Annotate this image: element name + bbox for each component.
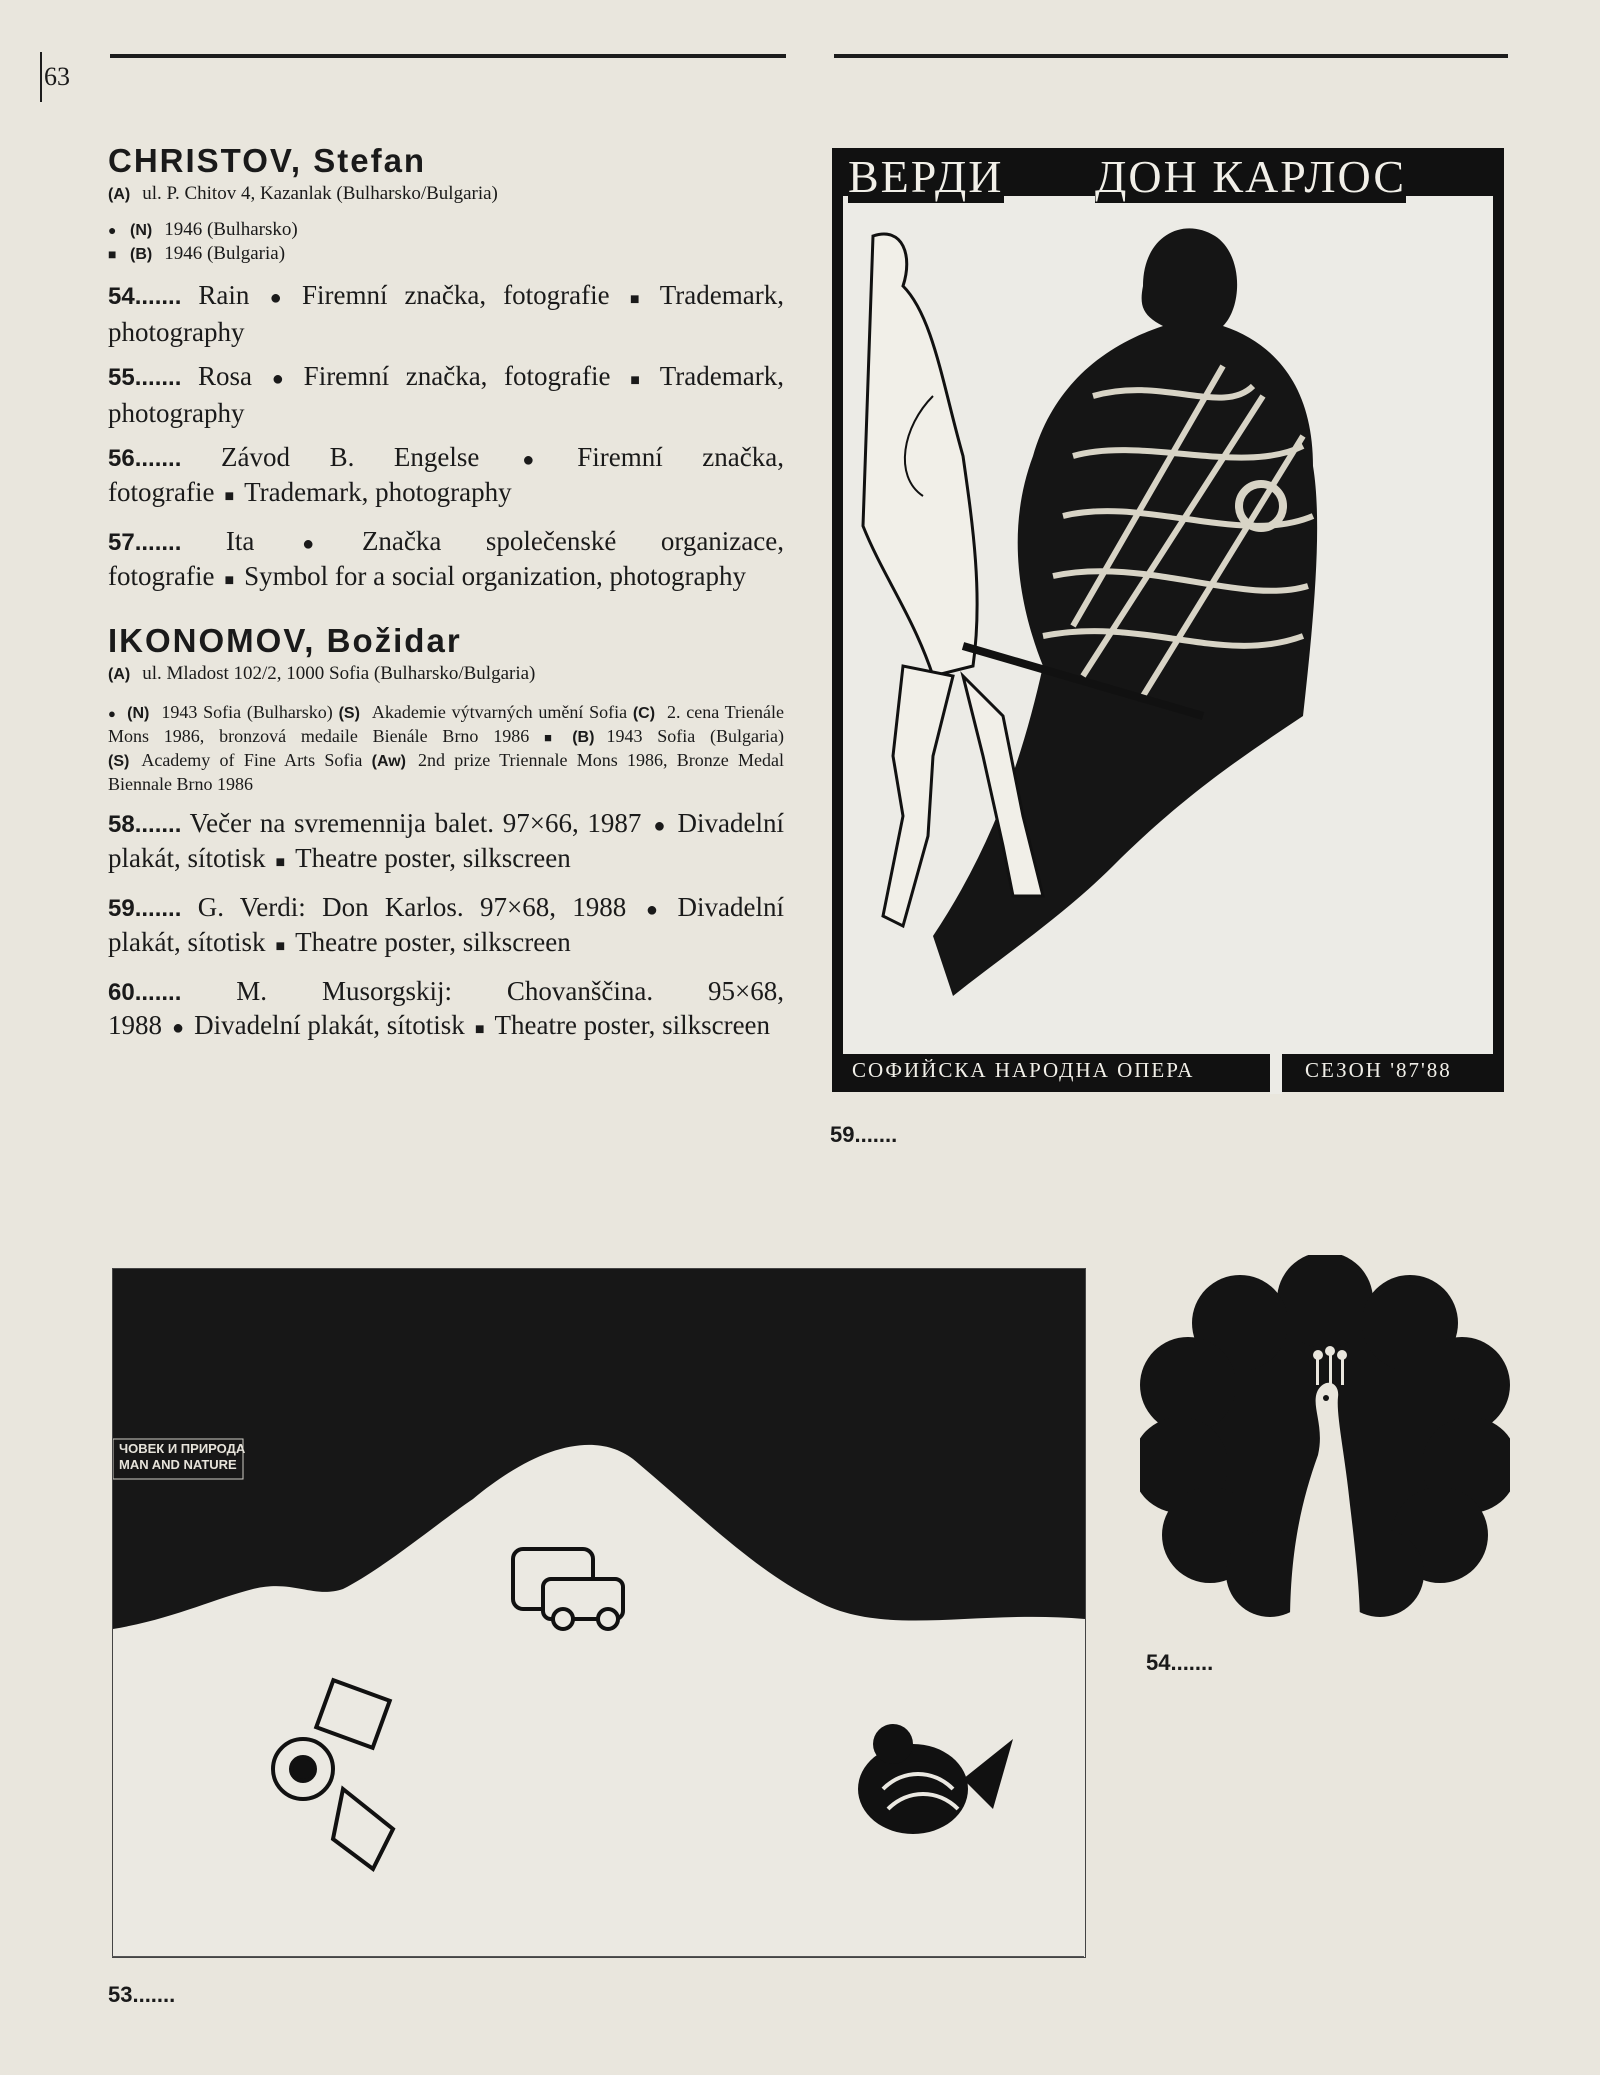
poster-title-right: ДОН КАРЛОС xyxy=(1095,151,1407,202)
artist-address: (A) ul. Mladost 102/2, 1000 Sofia (Bulharsko/Bulgaria) xyxy=(108,663,536,684)
artist-name: CHRISTOV, Stefan xyxy=(108,142,427,179)
entry-54: 54....... Rain ● Firemní značka, fotografie ■ Trademark, photography xyxy=(108,280,784,347)
bullet-square-icon: ■ xyxy=(620,372,650,389)
peacock-trademark xyxy=(1140,1255,1510,1625)
poster-title-left: ВЕРДИ xyxy=(848,151,1004,202)
poster-inner-frame xyxy=(843,196,1493,1054)
bullet-dot-icon: ● xyxy=(261,368,294,390)
poster-footer-divider xyxy=(1270,1054,1282,1094)
bullet-dot-icon: ● xyxy=(172,1017,185,1039)
bullet-square-icon: ■ xyxy=(275,854,286,871)
inset-label: ЧОВЕК И ПРИРОДА MAN AND NATURE xyxy=(119,1441,246,1472)
caption-59: 59....... xyxy=(830,1122,898,1147)
poster-illustration xyxy=(843,196,1493,1054)
bullet-dot-icon: ● xyxy=(264,533,352,555)
artist-bio: ● (N) 1946 (Bulharsko) ■ (B) 1946 (Bulgaria) xyxy=(108,219,784,267)
top-rule-left xyxy=(110,54,786,58)
caption-54: 54....... xyxy=(1146,1650,1214,1675)
bullet-dot-icon: ● xyxy=(259,287,292,309)
poster-man-and-nature xyxy=(112,1268,1086,1958)
artist-ikonomov xyxy=(108,622,784,1046)
hill-shape xyxy=(113,1445,1085,1957)
bullet-square-icon: ■ xyxy=(224,488,235,505)
bullet-square-icon: ■ xyxy=(275,938,286,955)
top-rule-right xyxy=(834,54,1508,58)
artist-bio: ● (N) 1943 Sofia (Bulharsko) (S) Akademie výtvarných umění Sofia (C) 2. cena Trienále Mons 1986, bronzová medaile Bienále Brno 1986 ■ (B) 1943 Sofia (Bulgaria) (S) Academy of Fine Arts Sofia (Aw) 2nd prize Triennale Mons 1986, Bronze Medal Biennale Brno 1986 xyxy=(108,702,785,794)
bullet-square-icon: ■ xyxy=(474,1021,485,1038)
bullet-square-icon: ■ xyxy=(544,730,563,745)
bullet-dot-icon: ● xyxy=(651,815,668,837)
poster-footer-left: СОФИЙСКА НАРОДНА ОПЕРА xyxy=(852,1058,1195,1082)
bullet-dot-icon: ● xyxy=(108,706,118,721)
entry-59: 59....... G. Verdi: Don Karlos. 97×68, 1988 ● Divadelní plakát, sítotisk ■ Theatre poster, silkscreen xyxy=(108,892,784,957)
artist-christov xyxy=(108,142,784,597)
bullet-square-icon: ■ xyxy=(224,572,235,589)
caption-53: 53....... xyxy=(108,1982,176,2007)
bullet-square-icon: ■ xyxy=(108,248,117,263)
artist-address: (A) ul. P. Chitov 4, Kazanlak (Bulharsko/Bulgaria) xyxy=(108,183,498,204)
page-number: 63 xyxy=(44,62,70,91)
nobleman-figure xyxy=(863,234,977,676)
bullet-dot-icon: ● xyxy=(636,899,668,921)
entry-58: 58....... Večer na svremennija balet. 97×66, 1987 ● Divadelní plakát, sítotisk ■ Theatre poster, silkscreen xyxy=(108,808,784,873)
image-53-bottom-rule xyxy=(112,1956,1084,1957)
landscape-illustration xyxy=(113,1269,1085,1957)
poster-side-mark xyxy=(1480,940,1488,1012)
entry-60: 60....... M. Musorgskij: Chovanščina. 95×68, 1988 ● Divadelní plakát, sítotisk ■ Theatre poster, silkscreen xyxy=(108,976,785,1040)
poster-footer-right: СЕЗОН '87'88 xyxy=(1305,1058,1452,1082)
entry-55: 55....... Rosa ● Firemní značka, fotografie ■ Trademark, photography xyxy=(108,361,784,428)
page-number-bar xyxy=(40,52,42,102)
nobleman-legs xyxy=(883,666,953,926)
peacock-eye xyxy=(1323,1395,1329,1401)
artist-name: IKONOMOV, Božidar xyxy=(108,622,462,659)
entry-56: 56....... Závod B. Engelse ● Firemní značka, fotografie ■ Trademark, photography xyxy=(108,442,784,507)
bullet-dot-icon: ● xyxy=(108,224,117,239)
bullet-dot-icon: ● xyxy=(489,449,568,471)
entry-57: 57....... Ita ● Značka společenské organizace, fotografie ■ Symbol for a social organization, photography xyxy=(108,526,784,591)
bullet-square-icon: ■ xyxy=(619,291,650,308)
